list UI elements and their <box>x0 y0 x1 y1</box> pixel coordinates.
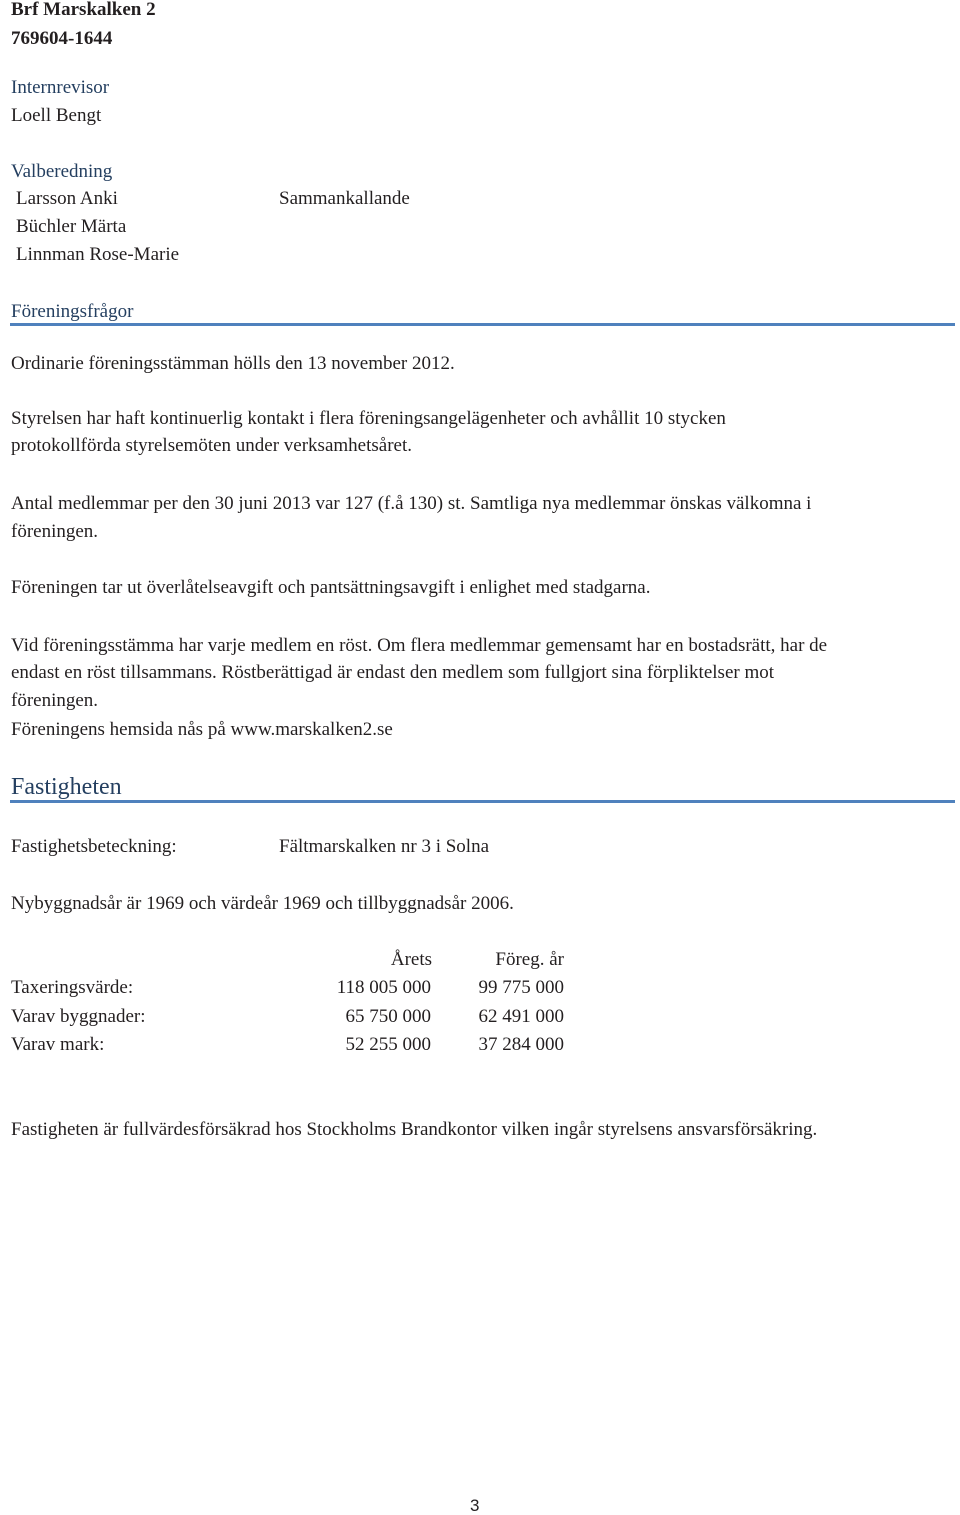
table-cell-current: 65 750 000 <box>345 1006 431 1027</box>
table-cell-previous: 37 284 000 <box>478 1034 564 1055</box>
committee-member-name: Büchler Märta <box>16 216 127 237</box>
page-number: 3 <box>470 1496 480 1515</box>
property-heading: Fastigheten <box>11 774 122 800</box>
table-cell-previous: 62 491 000 <box>478 1006 564 1027</box>
paragraph-website: Föreningens hemsida nås på www.marskalken2.se <box>11 719 393 740</box>
nomination-committee-heading: Valberedning <box>11 161 113 182</box>
section-divider <box>10 323 955 326</box>
paragraph-board-line: protokollförda styrelsemöten under verksamhetsåret. <box>11 435 412 456</box>
paragraph-voting-line: föreningen. <box>11 690 99 711</box>
table-cell-current: 52 255 000 <box>345 1034 431 1055</box>
paragraph-voting-line: Vid föreningsstämma har varje medlem en röst. Om flera medlemmar gemensamt har en bostadsrätt, har de <box>11 635 828 656</box>
committee-member-role: Sammankallande <box>279 188 410 209</box>
table-row-label: Taxeringsvärde: <box>11 977 134 998</box>
org-number: 769604-1644 <box>11 28 113 49</box>
column-header-previous: Föreg. år <box>495 949 564 970</box>
column-header-current: Årets <box>390 949 432 970</box>
table-cell-current: 118 005 000 <box>336 977 431 998</box>
org-name: Brf Marskalken 2 <box>11 0 156 20</box>
property-built-text: Nybyggnadsår är 1969 och värdeår 1969 och tillbyggnadsår 2006. <box>11 893 514 914</box>
paragraph-members-line: Antal medlemmar per den 30 juni 2013 var 127 (f.å 130) st. Samtliga nya medlemmar önskas välkomna i <box>11 493 812 514</box>
paragraph-fees: Föreningen tar ut överlåtelseavgift och pantsättningsavgift i enlighet med stadgarna. <box>11 577 651 598</box>
table-row-label: Varav byggnader: <box>11 1006 146 1027</box>
internal-auditor-name: Loell Bengt <box>11 105 102 126</box>
paragraph-voting-line: endast en röst tillsammans. Röstberättigad är endast den medlem som fullgjort sina förpliktelser mot <box>11 662 775 683</box>
association-questions-heading: Föreningsfrågor <box>11 301 134 322</box>
property-designation-label: Fastighetsbeteckning: <box>11 836 177 857</box>
table-row-label: Varav mark: <box>11 1034 105 1055</box>
paragraph-members-line: föreningen. <box>11 521 99 542</box>
paragraph-board-line: Styrelsen har haft kontinuerlig kontakt i flera föreningsangelägenheter och avhållit 10 stycken <box>11 408 726 429</box>
section-divider <box>10 800 955 803</box>
paragraph-meeting: Ordinarie föreningsstämman hölls den 13 november 2012. <box>11 353 455 374</box>
internal-auditor-heading: Internrevisor <box>11 77 110 98</box>
table-cell-previous: 99 775 000 <box>478 977 564 998</box>
property-insurance-text: Fastigheten är fullvärdesförsäkrad hos Stockholms Brandkontor vilken ingår styrelsens ansvarsförsäkring. <box>11 1119 818 1140</box>
committee-member-name: Linnman Rose-Marie <box>16 244 180 265</box>
committee-member-name: Larsson Anki <box>16 188 118 209</box>
property-designation-value: Fältmarskalken nr 3 i Solna <box>279 836 490 857</box>
